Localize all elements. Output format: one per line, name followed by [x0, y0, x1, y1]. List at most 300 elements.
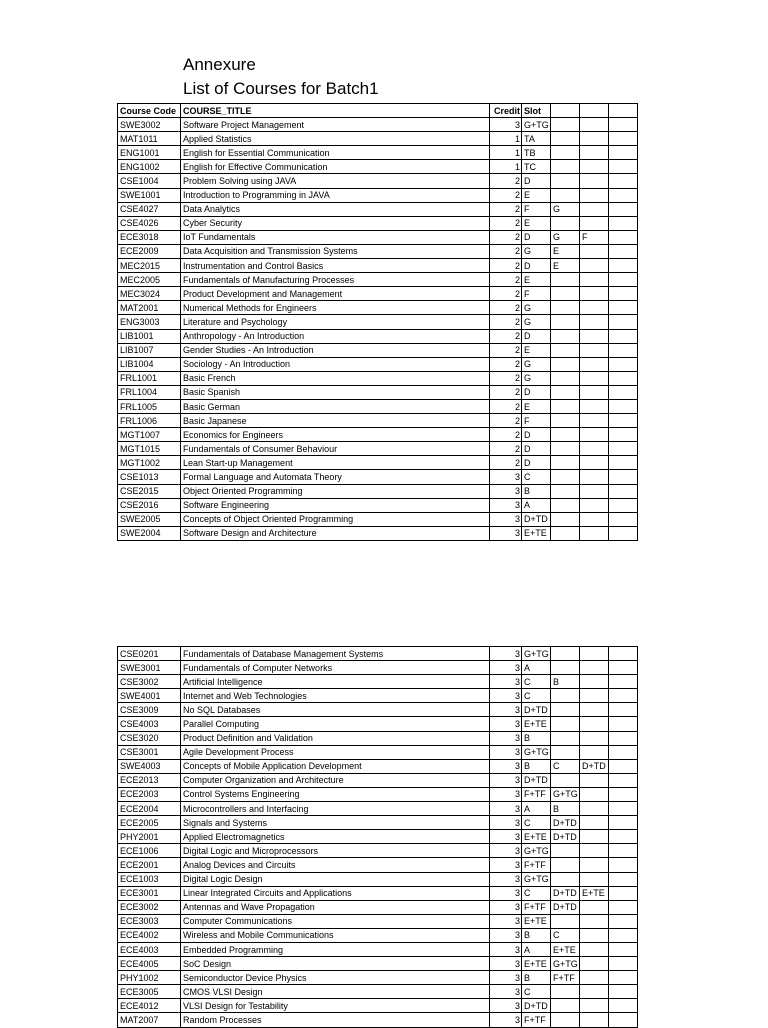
slot-4-cell [609, 357, 638, 371]
slot-cell: F [522, 202, 551, 216]
slot-cell: A [522, 802, 551, 816]
table-row [118, 858, 638, 872]
slot-3-cell: F [580, 230, 609, 244]
slot-3-cell: D+TD [580, 759, 609, 773]
slot-2-cell [551, 301, 580, 315]
slot-2-cell [551, 315, 580, 329]
course-table-top [117, 103, 638, 541]
course-code-cell: CSE1004 [118, 174, 181, 188]
course-title-cell: Analog Devices and Circuits [181, 858, 490, 872]
slot-4-cell [609, 886, 638, 900]
slot-4-cell [609, 132, 638, 146]
slot-3-cell [580, 188, 609, 202]
slot-4-cell [609, 703, 638, 717]
table-row [118, 160, 638, 174]
table-row [118, 329, 638, 343]
course-title-cell: Artificial Intelligence [181, 675, 490, 689]
table-row [118, 844, 638, 858]
course-code-cell: LIB1001 [118, 329, 181, 343]
slot-3-cell [580, 244, 609, 258]
course-code-cell: LIB1007 [118, 343, 181, 357]
header-course-code: Course Code [118, 104, 181, 118]
course-code-cell: SWE4003 [118, 759, 181, 773]
course-code-cell: SWE1001 [118, 188, 181, 202]
slot-2-cell: C [551, 759, 580, 773]
credit-cell: 2 [490, 216, 522, 230]
course-code-cell: MGT1007 [118, 428, 181, 442]
course-title-cell: Product Definition and Validation [181, 731, 490, 745]
credit-cell: 2 [490, 244, 522, 258]
slot-4-cell [609, 470, 638, 484]
header-slot-4 [609, 104, 638, 118]
slot-cell: G [522, 244, 551, 258]
slot-cell: G+TG [522, 844, 551, 858]
course-title-cell: Fundamentals of Database Management Systems [181, 647, 490, 661]
table-row [118, 526, 638, 540]
table-row [118, 456, 638, 470]
slot-3-cell [580, 273, 609, 287]
course-title-cell: Applied Statistics [181, 132, 490, 146]
course-title-cell: Object Oriented Programming [181, 484, 490, 498]
slot-2-cell [551, 661, 580, 675]
slot-4-cell [609, 174, 638, 188]
credit-cell: 3 [490, 999, 522, 1013]
slot-2-cell: E [551, 244, 580, 258]
slot-cell: G+TG [522, 118, 551, 132]
table-row [118, 343, 638, 357]
credit-cell: 3 [490, 470, 522, 484]
slot-3-cell [580, 787, 609, 801]
table-row [118, 957, 638, 971]
slot-cell: TC [522, 160, 551, 174]
course-title-cell: Basic Japanese [181, 414, 490, 428]
course-code-cell: FRL1001 [118, 371, 181, 385]
slot-3-cell [580, 385, 609, 399]
slot-3-cell [580, 414, 609, 428]
course-code-cell: CSE4003 [118, 717, 181, 731]
course-title-cell: CMOS VLSI Design [181, 985, 490, 999]
course-code-cell: ECE3005 [118, 985, 181, 999]
course-title-cell: Basic German [181, 399, 490, 413]
slot-cell: C [522, 470, 551, 484]
slot-4-cell [609, 830, 638, 844]
table-row [118, 315, 638, 329]
slot-3-cell [580, 858, 609, 872]
course-code-cell: ECE2004 [118, 802, 181, 816]
slot-cell: C [522, 675, 551, 689]
slot-2-cell: D+TD [551, 816, 580, 830]
credit-cell: 3 [490, 957, 522, 971]
credit-cell: 3 [490, 900, 522, 914]
slot-cell: G [522, 315, 551, 329]
credit-cell: 3 [490, 985, 522, 999]
course-title-cell: Cyber Security [181, 216, 490, 230]
slot-4-cell [609, 244, 638, 258]
slot-cell: F [522, 287, 551, 301]
slot-4-cell [609, 957, 638, 971]
slot-2-cell [551, 442, 580, 456]
credit-cell: 2 [490, 230, 522, 244]
credit-cell: 3 [490, 942, 522, 956]
slot-2-cell [551, 160, 580, 174]
slot-2-cell [551, 343, 580, 357]
slot-3-cell [580, 830, 609, 844]
course-code-cell: ENG3003 [118, 315, 181, 329]
course-code-cell: ENG1002 [118, 160, 181, 174]
slot-2-cell [551, 703, 580, 717]
slot-2-cell: G [551, 202, 580, 216]
slot-3-cell [580, 498, 609, 512]
course-title-cell: Basic Spanish [181, 385, 490, 399]
slot-cell: E+TE [522, 914, 551, 928]
table-row [118, 118, 638, 132]
course-title-cell: Product Development and Management [181, 287, 490, 301]
course-title-cell: Literature and Psychology [181, 315, 490, 329]
table-row [118, 470, 638, 484]
slot-2-cell [551, 132, 580, 146]
table-row [118, 872, 638, 886]
slot-2-cell: E+TE [551, 942, 580, 956]
slot-cell: G+TG [522, 745, 551, 759]
table-row [118, 1013, 638, 1027]
slot-3-cell [580, 1013, 609, 1027]
slot-3-cell [580, 216, 609, 230]
table-row [118, 787, 638, 801]
credit-cell: 2 [490, 273, 522, 287]
slot-cell: D+TD [522, 999, 551, 1013]
course-code-cell: ECE4002 [118, 928, 181, 942]
slot-2-cell [551, 174, 580, 188]
slot-2-cell [551, 773, 580, 787]
table-row [118, 745, 638, 759]
slot-cell: A [522, 661, 551, 675]
course-code-cell: CSE3002 [118, 675, 181, 689]
credit-cell: 2 [490, 385, 522, 399]
course-title-cell: Computer Communications [181, 914, 490, 928]
header-course-title: COURSE_TITLE [181, 104, 490, 118]
course-title-cell: Digital Logic and Microprocessors [181, 844, 490, 858]
table-row [118, 498, 638, 512]
course-code-cell: ECE2005 [118, 816, 181, 830]
slot-cell: E+TE [522, 957, 551, 971]
course-table-bottom-body [118, 647, 638, 1028]
course-title-cell: Concepts of Mobile Application Development [181, 759, 490, 773]
credit-cell: 3 [490, 526, 522, 540]
slot-4-cell [609, 647, 638, 661]
slot-2-cell [551, 414, 580, 428]
slot-4-cell [609, 844, 638, 858]
slot-4-cell [609, 985, 638, 999]
slot-2-cell [551, 717, 580, 731]
slot-cell: D [522, 230, 551, 244]
slot-2-cell [551, 647, 580, 661]
credit-cell: 3 [490, 675, 522, 689]
slot-2-cell [551, 731, 580, 745]
course-title-cell: Microcontrollers and Interfacing [181, 802, 490, 816]
credit-cell: 3 [490, 914, 522, 928]
credit-cell: 3 [490, 872, 522, 886]
slot-4-cell [609, 661, 638, 675]
slot-cell: D [522, 442, 551, 456]
credit-cell: 2 [490, 287, 522, 301]
slot-cell: C [522, 985, 551, 999]
slot-cell: E [522, 216, 551, 230]
slot-2-cell [551, 428, 580, 442]
slot-2-cell [551, 188, 580, 202]
table-row [118, 830, 638, 844]
slot-4-cell [609, 717, 638, 731]
slot-3-cell [580, 484, 609, 498]
slot-3-cell [580, 802, 609, 816]
table-row [118, 773, 638, 787]
slot-2-cell [551, 689, 580, 703]
slot-3-cell [580, 399, 609, 413]
slot-2-cell: F+TF [551, 971, 580, 985]
credit-cell: 3 [490, 830, 522, 844]
slot-2-cell: B [551, 675, 580, 689]
slot-3-cell [580, 526, 609, 540]
credit-cell: 2 [490, 188, 522, 202]
slot-3-cell [580, 329, 609, 343]
slot-4-cell [609, 216, 638, 230]
slot-4-cell [609, 928, 638, 942]
table-row [118, 717, 638, 731]
slot-3-cell [580, 343, 609, 357]
slot-2-cell [551, 118, 580, 132]
credit-cell: 3 [490, 1013, 522, 1027]
slot-2-cell [551, 844, 580, 858]
slot-3-cell [580, 717, 609, 731]
table-row [118, 675, 638, 689]
slot-cell: G [522, 301, 551, 315]
slot-3-cell [580, 928, 609, 942]
course-code-cell: CSE4026 [118, 216, 181, 230]
slot-3-cell [580, 174, 609, 188]
slot-3-cell [580, 132, 609, 146]
slot-3-cell [580, 914, 609, 928]
table-row [118, 816, 638, 830]
table-row [118, 385, 638, 399]
slot-3-cell [580, 971, 609, 985]
credit-cell: 3 [490, 717, 522, 731]
slot-4-cell [609, 971, 638, 985]
course-table-top-body [118, 118, 638, 541]
course-title-cell: Sociology - An Introduction [181, 357, 490, 371]
slot-4-cell [609, 259, 638, 273]
slot-4-cell [609, 689, 638, 703]
slot-4-cell [609, 230, 638, 244]
slot-3-cell: E+TE [580, 886, 609, 900]
credit-cell: 2 [490, 371, 522, 385]
slot-cell: E+TE [522, 830, 551, 844]
course-title-cell: No SQL Databases [181, 703, 490, 717]
slot-cell: G [522, 371, 551, 385]
credit-cell: 3 [490, 118, 522, 132]
credit-cell: 2 [490, 442, 522, 456]
header-slot-2 [551, 104, 580, 118]
course-code-cell: ECE2003 [118, 787, 181, 801]
slot-4-cell [609, 498, 638, 512]
course-code-cell: CSE1013 [118, 470, 181, 484]
credit-cell: 3 [490, 731, 522, 745]
credit-cell: 2 [490, 414, 522, 428]
slot-cell: A [522, 498, 551, 512]
slot-3-cell [580, 442, 609, 456]
slot-2-cell [551, 273, 580, 287]
course-title-cell: Numerical Methods for Engineers [181, 301, 490, 315]
slot-cell: F+TF [522, 787, 551, 801]
course-code-cell: ECE2009 [118, 244, 181, 258]
course-title-cell: Parallel Computing [181, 717, 490, 731]
credit-cell: 3 [490, 844, 522, 858]
course-title-cell: Lean Start-up Management [181, 456, 490, 470]
table-row [118, 230, 638, 244]
course-code-cell: MEC3024 [118, 287, 181, 301]
course-code-cell: ECE1006 [118, 844, 181, 858]
course-code-cell: ECE4005 [118, 957, 181, 971]
slot-2-cell [551, 526, 580, 540]
course-code-cell: SWE2004 [118, 526, 181, 540]
course-title-cell: Data Acquisition and Transmission Systems [181, 244, 490, 258]
slot-3-cell [580, 357, 609, 371]
course-title-cell: Internet and Web Technologies [181, 689, 490, 703]
credit-cell: 2 [490, 174, 522, 188]
credit-cell: 3 [490, 816, 522, 830]
course-code-cell: ENG1001 [118, 146, 181, 160]
table-row [118, 273, 638, 287]
course-code-cell: MAT2007 [118, 1013, 181, 1027]
course-code-cell: LIB1004 [118, 357, 181, 371]
slot-4-cell [609, 456, 638, 470]
slot-3-cell [580, 689, 609, 703]
header-slot-3 [580, 104, 609, 118]
slot-3-cell [580, 731, 609, 745]
course-code-cell: ECE3018 [118, 230, 181, 244]
slot-3-cell [580, 942, 609, 956]
table-row [118, 216, 638, 230]
course-title-cell: Computer Organization and Architecture [181, 773, 490, 787]
slot-2-cell [551, 914, 580, 928]
table-row [118, 287, 638, 301]
table-row [118, 512, 638, 526]
course-code-cell: ECE4012 [118, 999, 181, 1013]
course-title-cell: Software Engineering [181, 498, 490, 512]
course-code-cell: MEC2005 [118, 273, 181, 287]
table-row [118, 132, 638, 146]
slot-4-cell [609, 914, 638, 928]
slot-4-cell [609, 773, 638, 787]
credit-cell: 2 [490, 259, 522, 273]
slot-2-cell: D+TD [551, 886, 580, 900]
table-row [118, 731, 638, 745]
credit-cell: 3 [490, 498, 522, 512]
course-code-cell: MGT1002 [118, 456, 181, 470]
course-title-cell: Data Analytics [181, 202, 490, 216]
slot-4-cell [609, 1013, 638, 1027]
slot-4-cell [609, 343, 638, 357]
credit-cell: 3 [490, 745, 522, 759]
course-code-cell: ECE3002 [118, 900, 181, 914]
credit-cell: 3 [490, 802, 522, 816]
credit-cell: 3 [490, 858, 522, 872]
table-row [118, 414, 638, 428]
slot-3-cell [580, 844, 609, 858]
table-row [118, 647, 638, 661]
table-row [118, 442, 638, 456]
slot-2-cell [551, 385, 580, 399]
slot-4-cell [609, 872, 638, 886]
slot-cell: D [522, 428, 551, 442]
slot-4-cell [609, 146, 638, 160]
credit-cell: 3 [490, 886, 522, 900]
course-title-cell: Linear Integrated Circuits and Applications [181, 886, 490, 900]
slot-3-cell [580, 146, 609, 160]
slot-2-cell [551, 456, 580, 470]
course-title-cell: Digital Logic Design [181, 872, 490, 886]
slot-4-cell [609, 329, 638, 343]
slot-cell: F+TF [522, 858, 551, 872]
slot-4-cell [609, 399, 638, 413]
slot-cell: E [522, 273, 551, 287]
slot-cell: E [522, 343, 551, 357]
slot-cell: E [522, 188, 551, 202]
credit-cell: 3 [490, 928, 522, 942]
table-row [118, 259, 638, 273]
slot-2-cell [551, 498, 580, 512]
slot-cell: F+TF [522, 1013, 551, 1027]
slot-4-cell [609, 371, 638, 385]
course-table-bottom [117, 646, 638, 1028]
slot-2-cell [551, 470, 580, 484]
course-title-cell: VLSI Design for Testability [181, 999, 490, 1013]
table-row [118, 428, 638, 442]
slot-2-cell: G+TG [551, 957, 580, 971]
table-row [118, 914, 638, 928]
slot-2-cell [551, 399, 580, 413]
slot-cell: D+TD [522, 512, 551, 526]
course-code-cell: ECE4003 [118, 942, 181, 956]
header-slot: Slot [522, 104, 551, 118]
slot-cell: G+TG [522, 872, 551, 886]
course-code-cell: MAT2001 [118, 301, 181, 315]
table-row [118, 484, 638, 498]
slot-4-cell [609, 759, 638, 773]
slot-3-cell [580, 470, 609, 484]
credit-cell: 3 [490, 689, 522, 703]
course-code-cell: ECE2013 [118, 773, 181, 787]
slot-2-cell: B [551, 802, 580, 816]
annexure-heading: Annexure [183, 55, 256, 74]
table-row [118, 999, 638, 1013]
slot-cell: TB [522, 146, 551, 160]
slot-2-cell: D+TD [551, 830, 580, 844]
course-title-cell: Semiconductor Device Physics [181, 971, 490, 985]
course-code-cell: FRL1006 [118, 414, 181, 428]
slot-4-cell [609, 315, 638, 329]
slot-2-cell [551, 858, 580, 872]
course-code-cell: FRL1004 [118, 385, 181, 399]
slot-4-cell [609, 942, 638, 956]
course-code-cell: MGT1015 [118, 442, 181, 456]
course-code-cell: ECE2001 [118, 858, 181, 872]
course-title-cell: Anthropology - An Introduction [181, 329, 490, 343]
course-title-cell: Problem Solving using JAVA [181, 174, 490, 188]
credit-cell: 2 [490, 343, 522, 357]
course-title-cell: SoC Design [181, 957, 490, 971]
credit-cell: 2 [490, 202, 522, 216]
table-row [118, 985, 638, 999]
credit-cell: 3 [490, 647, 522, 661]
